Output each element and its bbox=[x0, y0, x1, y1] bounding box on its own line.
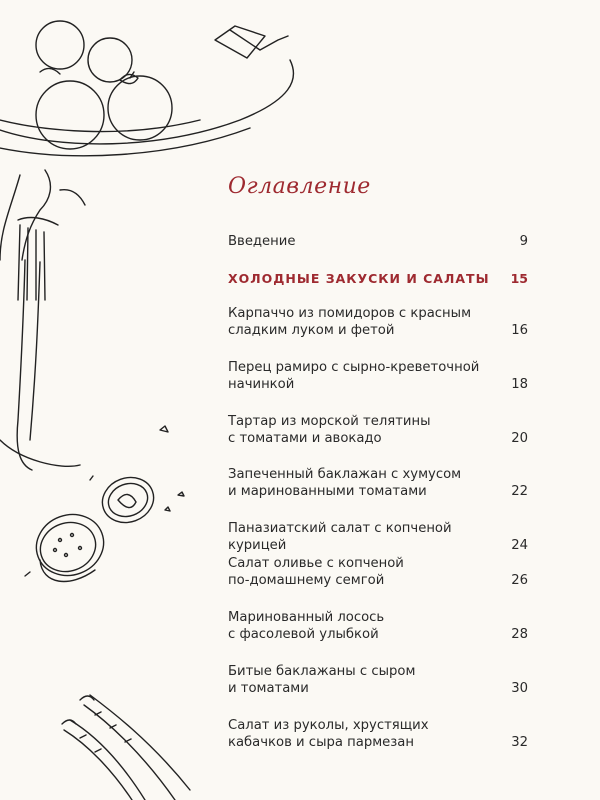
eggplant-slices-icon bbox=[25, 426, 184, 585]
fork-icon bbox=[0, 170, 85, 470]
toc-entry-line: ХОЛОДНЫЕ ЗАКУСКИ И САЛАТЫ bbox=[228, 271, 490, 286]
toc-page-number: 30 bbox=[511, 681, 528, 696]
toc-entry-line: с фасолевой улыбкой bbox=[228, 627, 379, 642]
toc-page-number: 18 bbox=[511, 377, 528, 392]
toc-entry[interactable] bbox=[228, 233, 528, 250]
toc-entry-title bbox=[228, 359, 490, 393]
toc-page-number: 24 bbox=[511, 538, 528, 553]
toc-entry-title bbox=[228, 609, 490, 643]
toc-entry-line: с томатами и авокадо bbox=[228, 431, 382, 446]
toc-entry-line: Битые баклажаны с сыром bbox=[228, 664, 416, 679]
toc-entry-line: Салат оливье с копченой bbox=[228, 556, 404, 571]
toc-entry-title bbox=[228, 663, 490, 697]
toc-entry-title bbox=[228, 413, 490, 447]
toc-entry-line: кабачков и сыра пармезан bbox=[228, 735, 414, 750]
toc-page-number: 22 bbox=[511, 484, 528, 499]
toc-entry-title bbox=[228, 520, 490, 554]
toc-page-number: 28 bbox=[511, 627, 528, 642]
toc-entry[interactable] bbox=[228, 466, 528, 500]
toc-page-number: 15 bbox=[510, 271, 528, 286]
asparagus-icon bbox=[62, 695, 190, 800]
toc-entry[interactable] bbox=[228, 717, 528, 751]
toc-entry-line: сладким луком и фетой bbox=[228, 323, 395, 338]
toc-entry[interactable] bbox=[228, 609, 528, 643]
toc-entry[interactable] bbox=[228, 305, 528, 339]
toc-entry[interactable] bbox=[228, 555, 528, 589]
toc-page-number: 16 bbox=[511, 323, 528, 338]
toc-entry-line: Салат из руколы, хрустящих bbox=[228, 718, 429, 733]
toc-entry-title bbox=[228, 466, 490, 500]
toc-entry-line: Перец рамиро с сырно-креветочной bbox=[228, 360, 480, 375]
toc-entry-line: и томатами bbox=[228, 681, 309, 696]
toc-entry-title bbox=[228, 717, 490, 751]
toc-section-entry[interactable] bbox=[228, 270, 528, 287]
toc-title: Оглавление bbox=[228, 174, 371, 199]
toc-page-number: 20 bbox=[511, 431, 528, 446]
toc-entry-line: Карпаччо из помидоров с красным bbox=[228, 306, 472, 321]
toc-entry-line: и маринованными томатами bbox=[228, 484, 427, 499]
toc-page-number: 32 bbox=[511, 735, 528, 750]
toc-page-number: 9 bbox=[519, 234, 528, 249]
toc-entry-title bbox=[228, 233, 490, 250]
plate-with-tomatoes-icon bbox=[0, 21, 293, 156]
toc-entry[interactable] bbox=[228, 359, 528, 393]
toc-page-number: 26 bbox=[511, 573, 528, 588]
toc-entry-line: Тартар из морской телятины bbox=[228, 414, 431, 429]
toc-entry[interactable] bbox=[228, 520, 528, 554]
toc-entry-line: по-домашнему семгой bbox=[228, 573, 385, 588]
toc-entry[interactable] bbox=[228, 413, 528, 447]
toc-entry-title bbox=[228, 555, 490, 589]
toc-entry-line: Введение bbox=[228, 234, 296, 249]
toc-entry-title bbox=[228, 270, 490, 287]
toc-entry-line: Паназиатский салат с копченой курицей bbox=[228, 521, 452, 553]
toc-entry-line: начинкой bbox=[228, 377, 295, 392]
toc-entry-title bbox=[228, 305, 490, 339]
toc-entry-line: Маринованный лосось bbox=[228, 610, 385, 625]
toc-entry[interactable] bbox=[228, 663, 528, 697]
toc-entry-line: Запеченный баклажан с хумусом bbox=[228, 467, 462, 482]
